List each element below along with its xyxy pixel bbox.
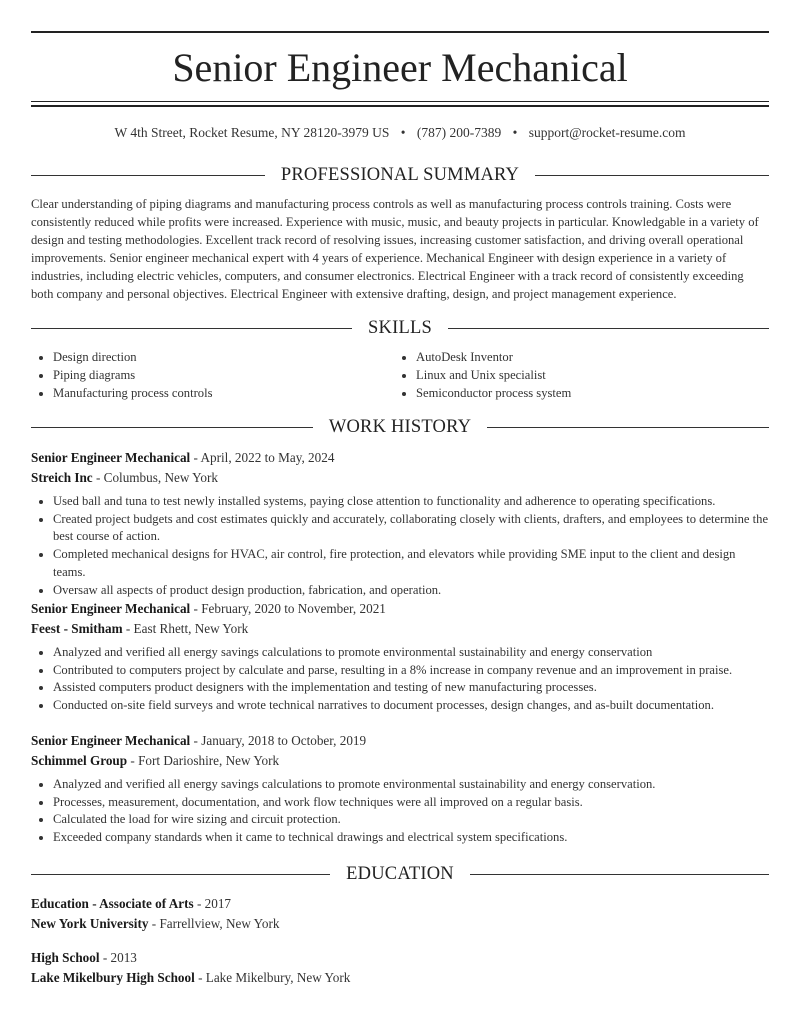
- skill-item: • AutoDesk Inventor: [416, 348, 757, 366]
- job-location: - Columbus, New York: [92, 469, 218, 485]
- skill-item: • Piping diagrams: [53, 366, 394, 384]
- skill-item: • Linux and Unix specialist: [416, 366, 757, 384]
- header-divider-thin: [31, 101, 769, 102]
- job-location: - East Rhett, New York: [122, 620, 249, 636]
- job-company: Schimmel Group: [31, 752, 128, 768]
- job-bullet: • Processes, measurement, documentation, and work flow techniques were all improved on a regular basis.: [53, 794, 769, 812]
- top-divider: [31, 31, 769, 33]
- section-header-summary: [31, 163, 769, 187]
- section-divider: [487, 427, 769, 428]
- bullet-separator: •: [512, 125, 518, 140]
- job-title-line: [31, 731, 769, 751]
- job-bullets: [31, 493, 769, 599]
- job-title: Senior Engineer Mechanical: [31, 450, 191, 465]
- skills-column-right: [394, 348, 757, 402]
- section-divider: [535, 175, 769, 176]
- education-entry: [31, 948, 769, 987]
- job-dates: - April, 2022 to May, 2024: [190, 450, 335, 465]
- education-degree-line: [31, 894, 769, 914]
- education-school: Lake Mikelbury High School: [31, 969, 195, 985]
- job-dates: - February, 2020 to November, 2021: [190, 601, 386, 616]
- section-header-skills: [31, 316, 769, 340]
- job-entry: [31, 599, 769, 715]
- job-company-line: [31, 751, 769, 771]
- job-company-line: [31, 468, 769, 488]
- job-bullet: • Analyzed and verified all energy savings calculations to promote environmental sustainability and energy conservation: [53, 644, 769, 662]
- education-degree: High School: [31, 950, 100, 965]
- section-divider: [31, 328, 352, 329]
- education-year: - 2017: [193, 896, 232, 911]
- job-bullet: • Used ball and tuna to test newly installed systems, paying close attention to functionality and adherence to operating specifications.: [53, 493, 769, 511]
- skill-item: • Manufacturing process controls: [53, 384, 394, 402]
- education-entry: [31, 894, 769, 933]
- contact-phone: (787) 200-7389: [416, 125, 502, 140]
- contact-email[interactable]: support@rocket-resume.com: [528, 125, 686, 140]
- section-title: PROFESSIONAL SUMMARY: [280, 165, 520, 185]
- education-year: - 2013: [99, 950, 137, 965]
- section-divider: [448, 328, 769, 329]
- section-divider: [31, 874, 330, 875]
- education-school: New York University: [31, 915, 149, 931]
- section-title: WORK HISTORY: [328, 417, 472, 437]
- education-location: - Farrellview, New York: [148, 915, 280, 931]
- candidate-name: Senior Engineer Mechanical: [172, 45, 628, 90]
- job-entry: [31, 448, 769, 599]
- job-bullet: • Calculated the load for wire sizing and circuit protection.: [53, 811, 769, 829]
- section-header-education: [31, 862, 769, 886]
- contact-line: [31, 124, 769, 142]
- bullet-separator: •: [400, 125, 406, 140]
- job-bullet: • Assisted computers product designers with the implementation and testing of new manufacturing processes.: [53, 679, 769, 697]
- job-company: Feest - Smitham: [31, 620, 123, 636]
- skills-list: [31, 348, 769, 402]
- section-divider: [470, 874, 769, 875]
- summary-text: Clear understanding of piping diagrams and manufacturing process controls as well as manufacturing process controls training. Costs were consistently reduced while profits were increased. Experience with music, music, and beauty projects in particular. Knowledgable in a variety of design and testing methodologies. Excellent track record of resolving issues, increasing customer satisfaction, and driving overall operational improvements. Senior engineer mechanical expert with 4 years of experience. Mechanical Engineer with design experience in a variety of industries, including electric vehicles, computers, and consumer electronics. Electrical Engineer with a track record of consistently exceeding both company and personal objectives. Electrical Engineer with extensive drafting, design, and project management experience.: [31, 197, 759, 301]
- job-bullet: • Oversaw all aspects of product design production, fabrication, and operation.: [53, 582, 769, 600]
- skill-item: • Semiconductor process system: [416, 384, 757, 402]
- skills-column-left: [31, 348, 394, 402]
- job-location: - Fort Darioshire, New York: [127, 752, 280, 768]
- education-location: - Lake Mikelbury, New York: [194, 969, 351, 985]
- section-title: EDUCATION: [346, 864, 454, 884]
- education-school-line: [31, 914, 769, 934]
- job-title-line: [31, 599, 769, 619]
- education-degree: Education - Associate of Arts: [31, 896, 194, 911]
- section-title: SKILLS: [368, 318, 432, 338]
- job-bullets: [31, 644, 769, 715]
- skill-item: • Design direction: [53, 348, 394, 366]
- job-entry: [31, 731, 769, 847]
- section-divider: [31, 427, 313, 428]
- section-header-work-history: [31, 415, 769, 439]
- job-company: Streich Inc: [31, 469, 93, 485]
- job-title-line: [31, 448, 769, 468]
- job-bullet: • Contributed to computers project by calculate and parse, resulting in a 8% increase in company revenue and an improvement in praise.: [53, 662, 769, 680]
- section-divider: [31, 175, 265, 176]
- header-divider-thick: [31, 105, 769, 107]
- job-bullet: • Exceeded company standards when it came to technical drawings and electrical system specifications.: [53, 829, 769, 847]
- education-school-line: [31, 968, 769, 988]
- education-degree-line: [31, 948, 769, 968]
- job-bullet: • Conducted on-site field surveys and wrote technical narratives to document processes, design changes, and as-built documentation.: [53, 697, 769, 715]
- job-title: Senior Engineer Mechanical: [31, 601, 191, 616]
- contact-address: W 4th Street, Rocket Resume, NY 28120-3979 US: [114, 125, 390, 140]
- job-dates: - January, 2018 to October, 2019: [190, 733, 367, 748]
- job-bullet: • Completed mechanical designs for HVAC, air control, fire protection, and elevators while providing SME input to the client and design teams.: [53, 546, 769, 581]
- job-bullet: • Analyzed and verified all energy savings calculations to promote environmental sustainability and energy conservation.: [53, 776, 769, 794]
- job-bullet: • Created project budgets and cost estimates quickly and accurately, collaborating closely with clients, drafters, and employees to determine the best course of action.: [53, 511, 769, 546]
- job-bullets: [31, 776, 769, 847]
- job-title: Senior Engineer Mechanical: [31, 733, 191, 748]
- job-company-line: [31, 619, 769, 639]
